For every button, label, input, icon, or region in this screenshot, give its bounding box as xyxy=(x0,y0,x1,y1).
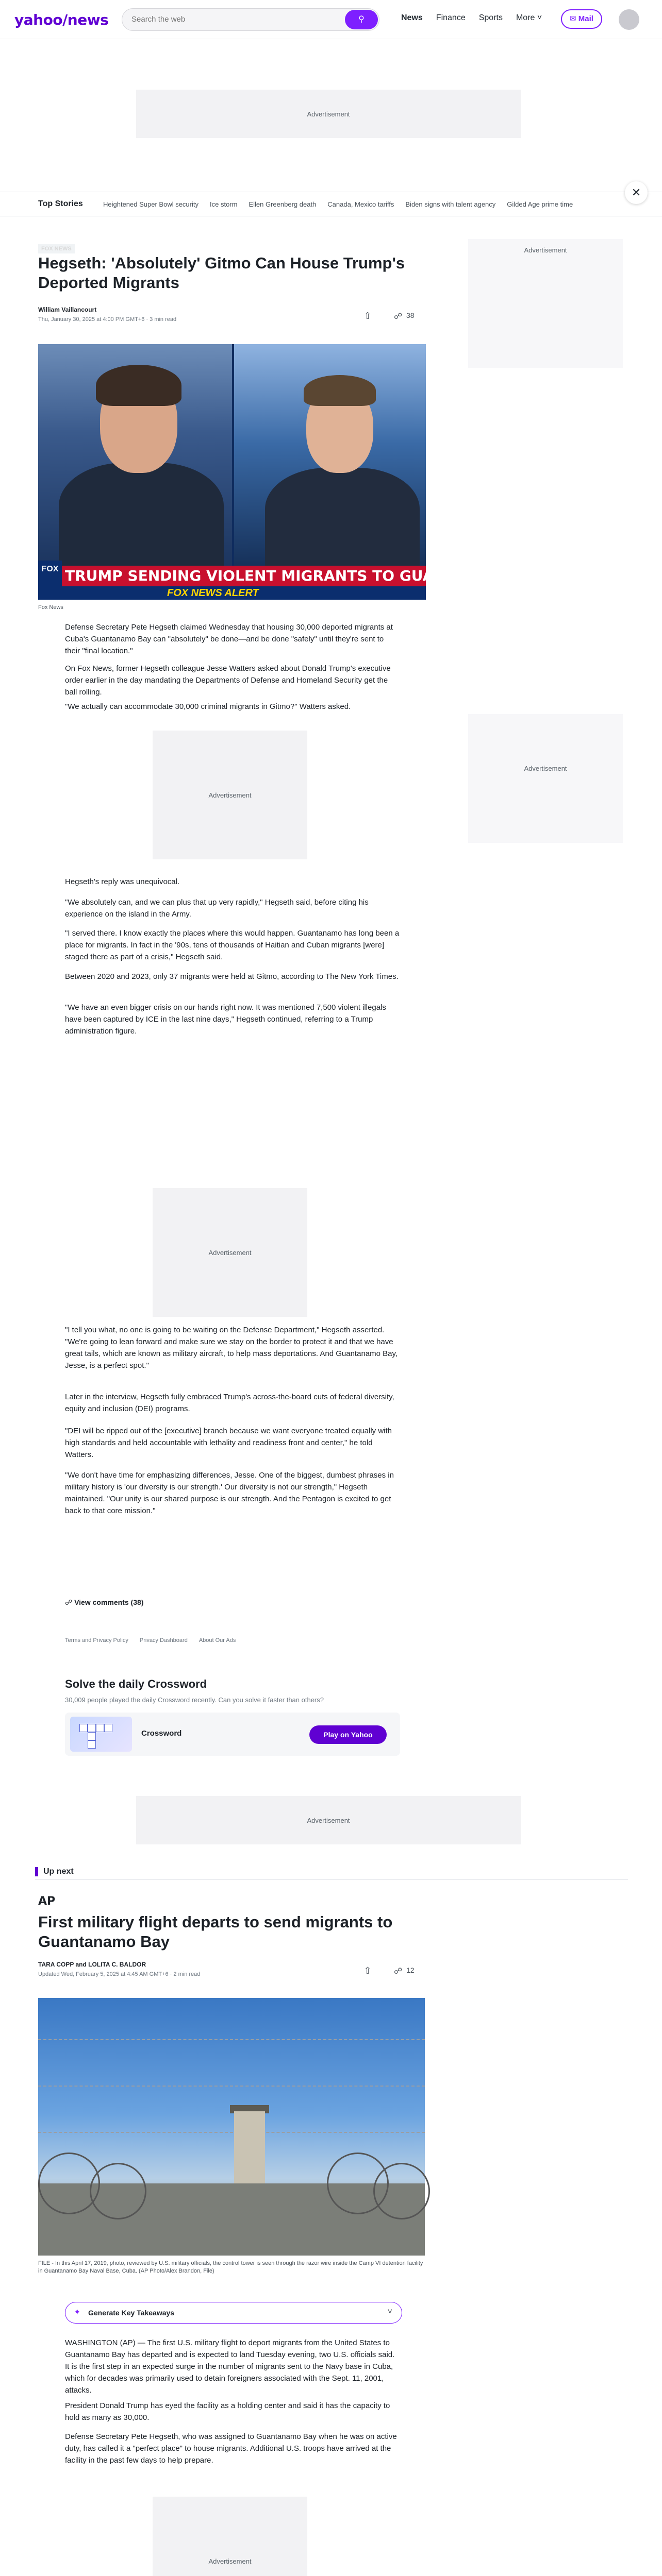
article-paragraph: "We absolutely can, and we can plus that up very rapidly," Hegseth said, before citing his experience on the island in the Army. xyxy=(65,898,369,919)
yahoo-news-logo[interactable]: yahoo/news xyxy=(14,11,109,28)
site-header xyxy=(0,0,662,39)
up-next-label: Up next xyxy=(43,1867,74,1876)
top-story-item[interactable]: Heightened Super Bowl security xyxy=(103,200,198,208)
image-figure xyxy=(59,463,224,571)
image-chyron: TRUMP SENDING VIOLENT MIGRANTS TO GUANTANAMO B xyxy=(38,566,426,586)
inline-ad-1[interactable]: Advertisement xyxy=(153,731,307,859)
article-paragraph: On Fox News, former Hegseth colleague Jesse Watters asked about Donald Trump's executive order earlier in the day mandating the Departments of Defense and Homeland Security get the ball rolling. xyxy=(65,664,391,697)
image-alert: FOX NEWS ALERT xyxy=(167,587,259,599)
article-image[interactable] xyxy=(38,344,532,600)
crossword-card[interactable] xyxy=(65,1713,400,1756)
top-story-item[interactable]: Ice storm xyxy=(210,200,238,208)
image-fence xyxy=(38,2039,425,2045)
crossword-square xyxy=(88,1740,96,1749)
article-paragraph: President Donald Trump has eyed the facility as a holding center and said it has the capacity to hold as many as 30,000. xyxy=(65,2401,390,2422)
article-paragraph: WASHINGTON (AP) — The first U.S. military flight to deport migrants from the United States to Guantanamo Bay has departed and is expected to land Tuesday evening, two U.S. officials said. It is the first step in an expected surge in the number of migrants sent to the Navy base in Cuba, which for decades was primarily used to detain foreigners associated with the Sept. 11, 2001, attacks. xyxy=(65,2338,395,2395)
search-icon: ⚲ xyxy=(358,15,365,24)
crossword-square xyxy=(88,1732,96,1740)
article2-headline: First military flight departs to send migrants to Guantanamo Bay xyxy=(38,1913,393,1951)
article2-author[interactable]: TARA COPP and LOLITA C. BALDOR xyxy=(38,1961,146,1968)
article2-meta: Updated Wed, February 5, 2025 at 4:45 AM GMT+6 · 2 min read xyxy=(38,1971,201,1977)
top-stories-list xyxy=(103,200,619,208)
article-footer-links xyxy=(65,1637,236,1643)
crossword-square xyxy=(79,1724,88,1732)
article-paragraph: "We have an even bigger crisis on our hands right now. It was mentioned 7,500 violent illegals have been captured by ICE in the last nine days," Hegseth continued, referring to a Trump administration figure. xyxy=(65,1003,386,1036)
crossword-thumbnail xyxy=(70,1717,132,1752)
article-paragraph: Later in the interview, Hegseth fully embraced Trump's across-the-board cuts of federal diversity, equity and inclusion (DEI) programs. xyxy=(65,1393,394,1413)
mail-button[interactable]: ✉ Mail xyxy=(561,9,602,29)
article-paragraph: "We actually can accommodate 30,000 criminal migrants in Gitmo?" Watters asked. xyxy=(65,702,351,711)
image-figure xyxy=(265,468,420,571)
chevron-down-icon: ˅ xyxy=(387,2308,392,2316)
fox-news-logo: FOX xyxy=(38,561,62,600)
inline-ad-2[interactable]: Advertisement xyxy=(153,1188,307,1317)
article-headline: Hegseth: 'Absolutely' Gitmo Can House Trump's Deported Migrants xyxy=(38,254,405,292)
chevron-down-icon: ˅ xyxy=(537,13,542,22)
comment-count[interactable]: 38 xyxy=(406,311,415,319)
main-nav xyxy=(401,13,542,23)
nav-sports[interactable]: Sports xyxy=(478,13,503,22)
right-rail-ad-1[interactable]: Advertisement xyxy=(468,239,623,368)
top-story-item[interactable]: Canada, Mexico tariffs xyxy=(327,200,394,208)
article-paragraph: "DEI will be ripped out of the [executive] branch because we want everyone treated equally with high standards and held accountable with lethality and readiness front and center," he told Watters. xyxy=(65,1427,392,1459)
search-button[interactable] xyxy=(345,10,378,29)
image-fence xyxy=(38,2086,425,2092)
share-icon[interactable]: ⇧ xyxy=(363,1965,372,1976)
article-paragraph: Defense Secretary Pete Hegseth claimed Wednesday that housing 30,000 deported migrants at Cuba's Guantanamo Bay can "absolutely" be done—and be done "safely" until they're sent to their "final location." xyxy=(65,623,393,655)
divider xyxy=(35,1879,628,1880)
comment-count[interactable]: 12 xyxy=(406,1966,415,1974)
image-credit: Fox News xyxy=(38,604,63,611)
top-story-item[interactable]: Gilded Age prime time xyxy=(507,200,573,208)
view-comments-link[interactable]: ☍ View comments (38) xyxy=(65,1598,144,1606)
footer-link[interactable]: About Our Ads xyxy=(198,1637,236,1643)
search-input[interactable] xyxy=(131,15,338,24)
article2-image-caption: FILE - In this April 17, 2019, photo, reviewed by U.S. military officials, the control tower is seen through the razor wire inside the Camp VI detention facility in Guantanamo Bay Naval Base, Cuba. (AP Photo/Alex Brandon, File) xyxy=(38,2260,423,2274)
nav-more[interactable]: More ˅ xyxy=(516,13,542,22)
image-figure xyxy=(96,365,181,406)
inline-ad-3[interactable]: Advertisement xyxy=(153,2497,307,2576)
article-paragraph: "We don't have time for emphasizing differences, Jesse. One of the biggest, dumbest phrases in military history is 'our diversity is our strength.' Our diversity is not our strength," Hegseth maintained. "Our unity is our shared purpose is our strength. And the Pentagon is excited to get back to that core mission." xyxy=(65,1471,394,1515)
mail-icon: ✉ xyxy=(570,14,576,23)
article-author[interactable]: William Vaillancourt xyxy=(38,306,97,313)
article-paragraph: "I served there. I know exactly the places where this would happen. Guantanamo has long been a place for migrants. In fact in the '90s, tens of thousands of Haitian and Cuban migrants [were] staged there as part of a crisis," Hegseth said. xyxy=(65,929,400,961)
top-story-item[interactable]: Biden signs with talent agency xyxy=(405,200,496,208)
top-stories-bar xyxy=(0,192,662,216)
share-icon[interactable]: ⇧ xyxy=(363,311,372,321)
image-fence xyxy=(38,2132,425,2138)
top-advertisement[interactable]: Advertisement xyxy=(136,90,521,138)
article2-image[interactable] xyxy=(38,1998,425,2256)
crossword-square xyxy=(96,1724,104,1732)
search-bar[interactable] xyxy=(122,8,379,31)
article-paragraph: Between 2020 and 2023, only 37 migrants were held at Gitmo, according to The New York Times. xyxy=(65,972,399,981)
crossword-name: Crossword xyxy=(141,1729,182,1738)
image-razor-wire xyxy=(90,2163,146,2219)
crossword-subtitle: 30,009 people played the daily Crossword recently. Can you solve it faster than others? xyxy=(65,1696,324,1704)
footer-link[interactable]: Terms and Privacy Policy xyxy=(65,1637,128,1643)
article-paragraph: "I tell you what, no one is going to be waiting on the Defense Department," Hegseth asserted. "We're going to lean forward and make sure we stay on the border to protect it and that we have great tails, which are known as military aircraft, to help mass deportations. And Guantanamo Bay, Jesse, is a perfect spot." xyxy=(65,1326,398,1370)
ap-logo[interactable]: AP xyxy=(38,1895,56,1908)
article-paragraph: Hegseth's reply was unequivocal. xyxy=(65,877,180,886)
comment-icon[interactable]: ☍ xyxy=(394,1967,403,1976)
right-rail-ad-2[interactable]: Advertisement xyxy=(468,714,623,843)
crossword-square xyxy=(88,1724,96,1732)
article-meta: Thu, January 30, 2025 at 4:00 PM GMT+6 · 3 min read xyxy=(38,316,177,323)
avatar[interactable] xyxy=(619,9,639,30)
close-icon[interactable]: ✕ xyxy=(625,181,648,204)
image-figure xyxy=(304,375,376,406)
up-next-marker xyxy=(35,1867,38,1876)
image-razor-wire xyxy=(373,2163,430,2219)
source-badge: FOX NEWS xyxy=(38,244,75,253)
generate-key-takeaways-button[interactable]: ✦ Generate Key Takeaways ˅ xyxy=(65,2302,402,2324)
crossword-title: Solve the daily Crossword xyxy=(65,1677,207,1690)
image-tower xyxy=(234,2111,265,2183)
banner-advertisement[interactable]: Advertisement xyxy=(136,1796,521,1844)
nav-news[interactable]: News xyxy=(401,13,423,22)
play-crossword-button[interactable]: Play on Yahoo xyxy=(309,1725,387,1744)
top-stories-label: Top Stories xyxy=(38,199,83,208)
comment-icon[interactable]: ☍ xyxy=(394,312,403,321)
sparkle-icon: ✦ xyxy=(74,2308,81,2317)
top-story-item[interactable]: Ellen Greenberg death xyxy=(249,200,317,208)
crossword-square xyxy=(104,1724,112,1732)
article-paragraph: Defense Secretary Pete Hegseth, who was assigned to Guantanamo Bay when he was on active duty, has called it a "perfect place" to house migrants. Additional U.S. troops have arrived at the facility in the past few days to help prepare. xyxy=(65,2432,397,2465)
footer-link[interactable]: Privacy Dashboard xyxy=(139,1637,188,1643)
comment-icon: ☍ xyxy=(65,1598,73,1606)
nav-finance[interactable]: Finance xyxy=(436,13,466,22)
